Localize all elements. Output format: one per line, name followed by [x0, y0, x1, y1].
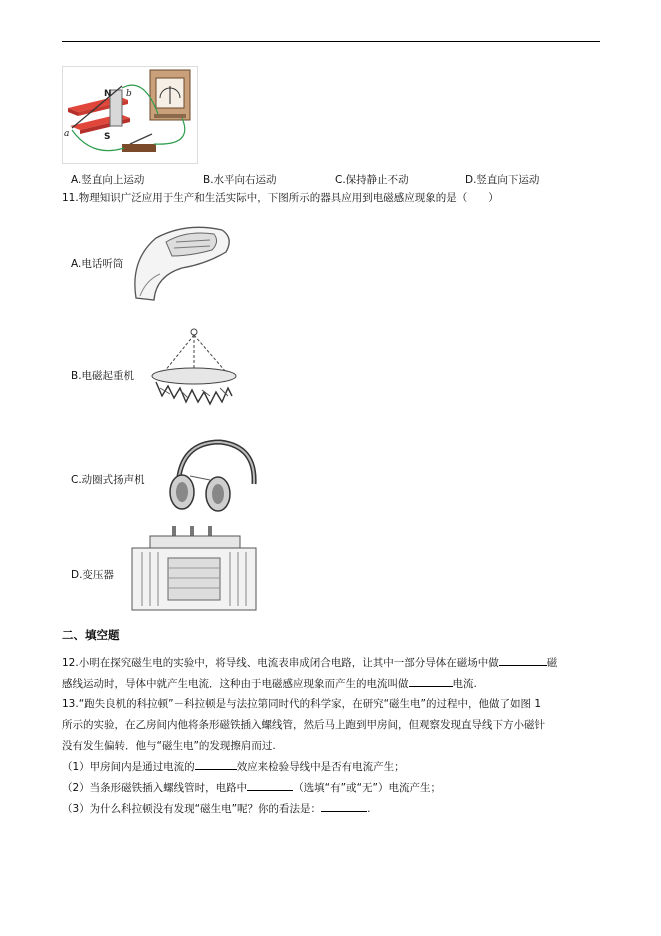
q11-option-c[interactable]: C.动圈式扬声机 — [71, 474, 145, 486]
q10-option-c[interactable]: C.保持静止不动 — [335, 174, 409, 186]
q13-line-1 — [62, 697, 541, 711]
q12-line-1 — [62, 656, 557, 670]
q10-option-d[interactable]: D.竖直向下运动 — [465, 174, 540, 186]
q12-blank-1[interactable] — [499, 665, 547, 666]
q13-text-1a: 13.“跑失良机的科拉顿”－科拉顿是与法拉第同时代的科学家，在研究“磁生电”的过程中，他做了如图 — [62, 698, 531, 710]
q11-stem: 11.物理知识广泛应用于生产和生活实际中，下图所示的器具应用到电磁感应现象的是（ ） — [62, 192, 499, 204]
q13-line-3: 没有发生偏转．他与“磁生电”的发现擦肩而过. — [62, 740, 276, 752]
q13-sub-2a: （2）当条形磁铁插入螺线管时，电路中 — [62, 782, 248, 794]
q13-blank-3[interactable] — [321, 811, 367, 812]
q13-line-2: 所示的实验，在乙房间内他将条形磁铁插入螺线管，然后马上跑到甲房间，但观察发现直导线下方小磁针 — [62, 719, 545, 731]
magnet-s-label: S — [104, 132, 111, 142]
q12-text-1b: 磁 — [546, 657, 558, 669]
section-title: 二、填空题 — [62, 628, 120, 642]
q13-text-1b: 1 — [534, 698, 541, 710]
magnet-galvanometer-figure — [62, 66, 198, 164]
q11-option-d[interactable]: D.变压器 — [71, 569, 114, 581]
q12-blank-2[interactable] — [409, 686, 453, 687]
q13-sub-1a: （1）甲房间内是通过电流的 — [62, 761, 195, 773]
q13-sub-2b: （选填“有”或“无”）电流产生； — [293, 782, 441, 794]
q11-option-a[interactable]: A.电话听筒 — [71, 258, 124, 270]
header-rule — [62, 41, 600, 42]
q13-sub-2 — [62, 781, 441, 795]
electromagnetic-crane-figure — [150, 326, 260, 412]
wire-end-a-label: a — [64, 129, 70, 139]
magnet-n-label: N — [104, 89, 112, 99]
q12-text-2b: 电流. — [452, 678, 477, 690]
q13-sub-3a: （3）为什么科拉顿没有发现“磁生电”呢？你的看法是： — [62, 803, 322, 815]
q10-option-b[interactable]: B.水平向右运动 — [203, 174, 277, 186]
q13-sub-3b: . — [367, 803, 371, 815]
q12-text-1a: 12.小明在探究磁生电的实验中，将导线、电流表串成闭合电路，让其中一部分导体在磁场中做 — [62, 657, 499, 669]
q13-sub-1 — [62, 760, 405, 774]
telephone-receiver-figure — [126, 220, 238, 306]
transformer-figure — [128, 524, 260, 616]
q13-sub-3 — [62, 802, 370, 816]
q13-sub-1b: 效应来检验导线中是否有电流产生； — [236, 761, 405, 773]
q12-line-2 — [62, 677, 477, 691]
q13-blank-2[interactable] — [247, 790, 293, 791]
q10-option-a[interactable]: A.竖直向上运动 — [71, 174, 145, 186]
wire-end-b-label: b — [126, 89, 132, 99]
headphones-figure — [160, 436, 260, 516]
q12-text-2a: 感线运动时，导体中就产生电流．这种由于电磁感应现象而产生的电流叫做 — [62, 678, 409, 690]
q11-option-b[interactable]: B.电磁起重机 — [71, 370, 135, 382]
q13-blank-1[interactable] — [195, 769, 237, 770]
